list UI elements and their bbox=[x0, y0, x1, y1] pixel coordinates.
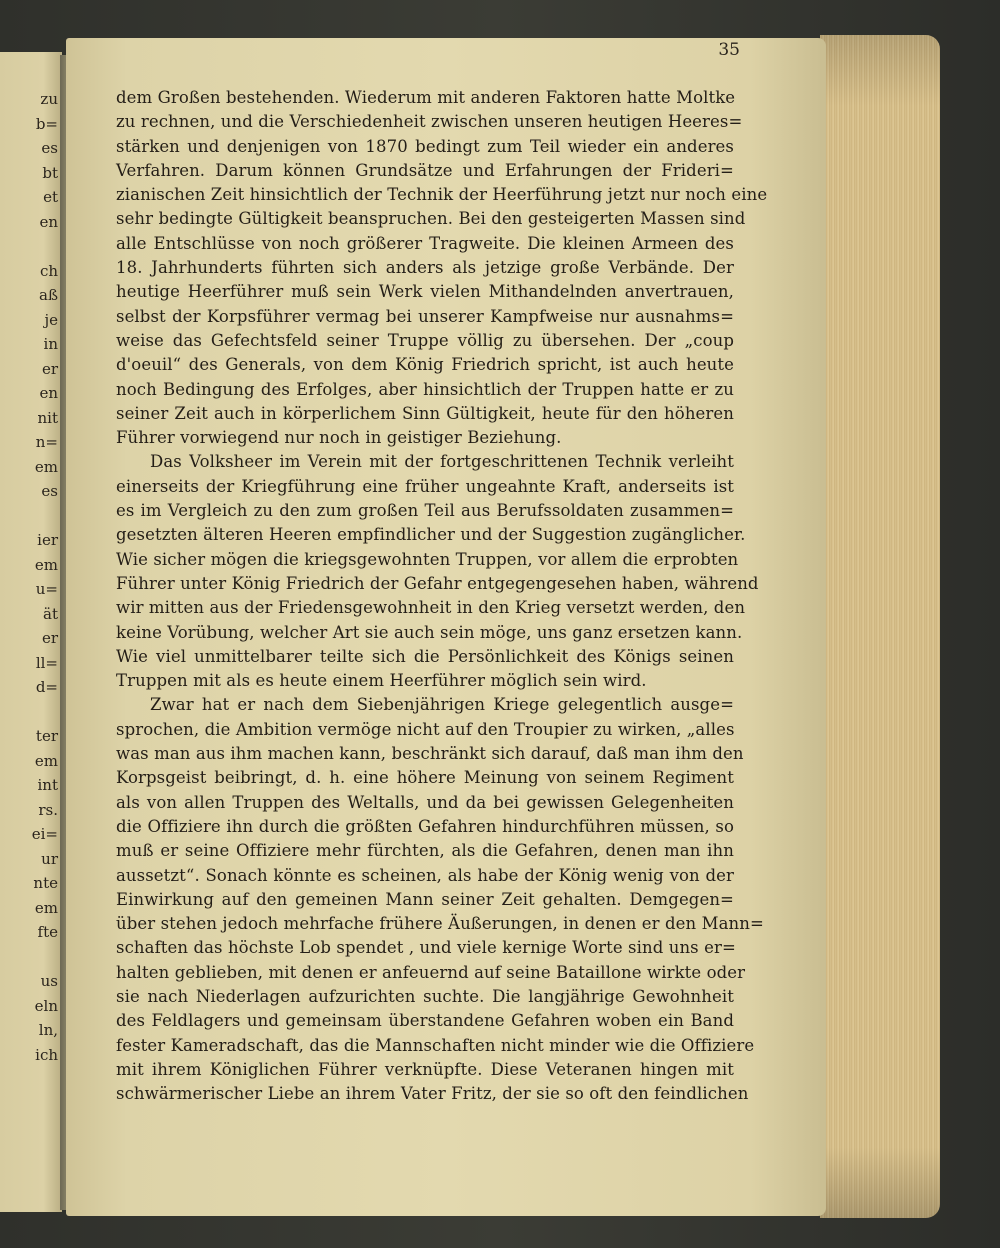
left-margin-fragment: fte bbox=[37, 923, 58, 941]
left-page bbox=[0, 52, 62, 1212]
left-margin-fragment: eln bbox=[34, 996, 58, 1015]
left-margin-fragment: ln, bbox=[38, 1021, 58, 1039]
left-margin-fragment: u= bbox=[35, 580, 58, 598]
text-line: heutige Heerführer muß sein Werk vielen Mithandelnden anvertrauen, bbox=[116, 282, 734, 302]
left-margin-fragment: d= bbox=[35, 678, 58, 696]
text-line: des Feldlagers und gemeinsam überstandene Gefahren woben ein Band bbox=[116, 1011, 734, 1031]
text-line: Führer unter König Friedrich der Gefahr entgegengesehen haben, während bbox=[116, 573, 759, 593]
left-margin-fragment: et bbox=[43, 188, 58, 206]
left-margin-fragment: er bbox=[41, 629, 58, 647]
left-margin-fragment: bt bbox=[42, 163, 58, 182]
left-margin-fragment: in bbox=[43, 335, 58, 353]
text-line: sprochen, die Ambition vermöge nicht auf den Troupier zu wirken, „alles bbox=[116, 719, 735, 739]
text-line: Einwirkung auf den gemeinen Mann seiner Zeit gehalten. Demgegen= bbox=[116, 889, 734, 909]
left-margin-fragment: ter bbox=[35, 727, 58, 745]
left-margin-fragment: aß bbox=[39, 286, 58, 304]
text-line: weise das Gefechtsfeld seiner Truppe völlig zu übersehen. Der „coup bbox=[116, 330, 734, 350]
text-line: die Offiziere ihn durch die größten Gefahren hindurchführen müssen, so bbox=[116, 816, 734, 836]
text-line: schwärmerischer Liebe an ihrem Vater Fritz, der sie so oft den feindlichen bbox=[116, 1084, 749, 1104]
left-margin-fragment: ur bbox=[41, 849, 58, 868]
text-line: gesetzten älteren Heeren empfindlicher und der Suggestion zugänglicher. bbox=[116, 525, 746, 545]
left-margin-fragment: em bbox=[34, 898, 58, 917]
text-line: Korpsgeist beibringt, d. h. eine höhere Meinung von seinem Regiment bbox=[116, 768, 734, 788]
text-line: was man aus ihm machen kann, beschränkt sich darauf, daß man ihm den bbox=[116, 744, 744, 764]
text-line: stärken und denjenigen von 1870 bedingt zum Teil wieder ein anderes bbox=[116, 136, 734, 156]
text-line: 18. Jahrhunderts führten sich anders als jetzige große Verbände. Der bbox=[116, 258, 734, 278]
left-margin-fragment: ei= bbox=[31, 825, 58, 843]
page-edges-shade bbox=[820, 35, 940, 1218]
left-margin-fragment: en bbox=[39, 212, 58, 231]
left-margin-fragment: em bbox=[34, 457, 58, 476]
left-margin-fragment: ier bbox=[37, 531, 58, 549]
text-line: Wie sicher mögen die kriegsgewohnten Truppen, vor allem die erprobten bbox=[116, 549, 739, 569]
left-margin-fragment: er bbox=[41, 359, 58, 378]
left-margin-fragment: es bbox=[41, 139, 58, 157]
left-margin-fragment: us bbox=[40, 972, 58, 990]
text-line: keine Vorübung, welcher Art sie auch sein möge, uns ganz ersetzen kann. bbox=[116, 622, 743, 642]
left-margin-fragment: es bbox=[41, 482, 58, 500]
left-margin-fragment: n= bbox=[35, 433, 58, 451]
text-line: Truppen mit als es heute einem Heerführer möglich sein wird. bbox=[116, 671, 647, 691]
text-line: zianischen Zeit hinsichtlich der Technik der Heerführung jetzt nur noch eine bbox=[116, 185, 768, 205]
text-line: selbst der Korpsführer vermag bei unserer Kampfweise nur ausnahms= bbox=[116, 306, 734, 326]
text-line: d'oeuil“ des Generals, von dem König Friedrich spricht, ist auch heute bbox=[116, 355, 734, 375]
text-line: sehr bedingte Gültigkeit beanspruchen. Bei den gesteigerten Massen sind bbox=[116, 209, 746, 229]
text-line: einerseits der Kriegführung eine früher ungeahnte Kraft, anderseits ist bbox=[116, 476, 734, 496]
text-line: Das Volksheer im Verein mit der fortgeschrittenen Technik verleiht bbox=[150, 452, 734, 472]
text-line: alle Entschlüsse von noch größerer Tragweite. Die kleinen Armeen des bbox=[116, 233, 734, 253]
text-line: halten geblieben, mit denen er anfeuernd auf seine Bataillone wirkte oder bbox=[116, 962, 746, 982]
text-line: seiner Zeit auch in körperlichem Sinn Gültigkeit, heute für den höheren bbox=[116, 403, 734, 423]
left-margin-fragment: je bbox=[44, 310, 58, 329]
text-line: muß er seine Offiziere mehr fürchten, als die Gefahren, denen man ihn bbox=[116, 841, 734, 861]
left-margin-fragment: rs. bbox=[38, 800, 58, 819]
text-line: zu rechnen, und die Verschiedenheit zwischen unseren heutigen Heeres= bbox=[116, 112, 743, 132]
left-margin-fragment: ch bbox=[39, 261, 58, 280]
text-line: mit ihrem Königlichen Führer verknüpfte. Diese Veteranen hingen mit bbox=[116, 1059, 734, 1079]
left-margin-fragment: em bbox=[34, 751, 58, 770]
text-line: schaften das höchste Lob spendet , und viele kernige Worte sind uns er= bbox=[116, 938, 736, 958]
text-line: Führer vorwiegend nur noch in geistiger Beziehung. bbox=[116, 428, 562, 448]
left-margin-fragment: nit bbox=[37, 408, 58, 427]
text-line: Zwar hat er nach dem Siebenjährigen Kriege gelegentlich ausge= bbox=[150, 695, 734, 715]
text-line: über stehen jedoch mehrfache frühere Äußerungen, in denen er den Mann= bbox=[116, 914, 764, 934]
text-line: dem Großen bestehenden. Wiederum mit anderen Faktoren hatte Moltke bbox=[116, 88, 736, 107]
page-number: 35 bbox=[718, 40, 740, 60]
text-line: Wie viel unmittelbarer teilte sich die Persönlichkeit des Königs seinen bbox=[116, 646, 734, 666]
text-line: fester Kameradschaft, das die Mannschaften nicht minder wie die Offiziere bbox=[116, 1035, 755, 1055]
left-margin-fragment: em bbox=[34, 555, 58, 574]
text-line: wir mitten aus der Friedensgewohnheit in den Krieg versetzt werden, den bbox=[116, 598, 746, 618]
text-line: noch Bedingung des Erfolges, aber hinsichtlich der Truppen hatte er zu bbox=[116, 379, 734, 399]
text-line: Verfahren. Darum können Grundsätze und Erfahrungen der Frideri= bbox=[116, 160, 734, 180]
left-margin-fragment: b= bbox=[35, 114, 58, 133]
text-line: aussetzt“. Sonach könnte es scheinen, als habe der König wenig von der bbox=[116, 865, 734, 885]
left-margin-fragment: ich bbox=[35, 1045, 58, 1064]
text-line: sie nach Niederlagen aufzurichten suchte. Die langjährige Gewohnheit bbox=[116, 986, 734, 1006]
left-margin-fragment: ll= bbox=[35, 653, 58, 672]
text-line: es im Vergleich zu den zum großen Teil aus Berufssoldaten zusammen= bbox=[116, 501, 734, 521]
left-margin-fragment: nte bbox=[33, 874, 58, 892]
text-line: als von allen Truppen des Weltalls, und da bei gewissen Gelegenheiten bbox=[116, 792, 734, 812]
left-margin-fragment: int bbox=[37, 776, 58, 794]
left-margin-fragment: ät bbox=[43, 604, 58, 623]
left-margin-fragment: zu bbox=[40, 90, 58, 108]
page-text bbox=[116, 86, 768, 1106]
left-margin-fragment: en bbox=[39, 384, 58, 402]
